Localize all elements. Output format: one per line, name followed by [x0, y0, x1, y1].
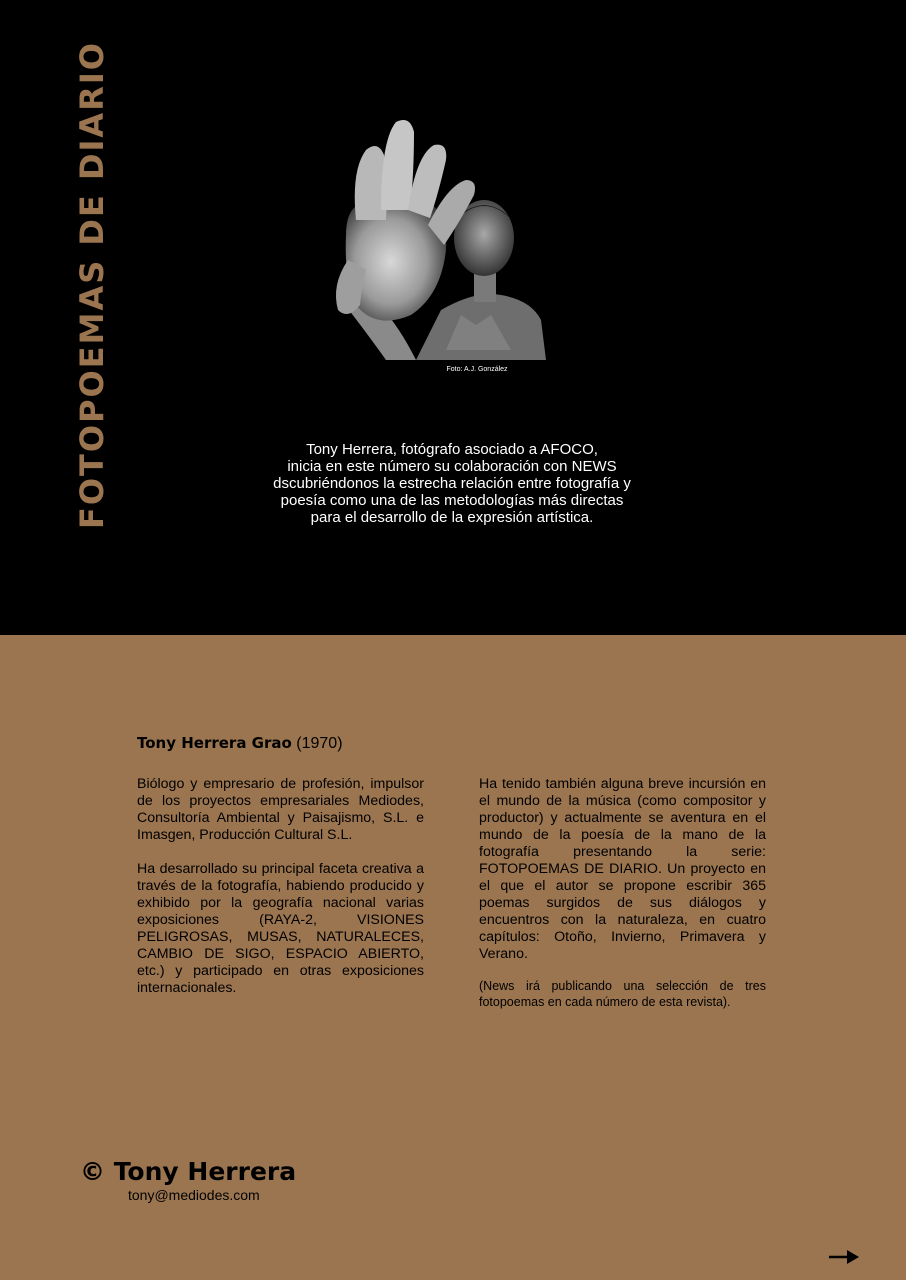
copyright-signature: © Tony Herrera — [80, 1157, 297, 1186]
photo-credit: Foto: A.J. González — [446, 366, 508, 373]
author-email: tony@mediodes.com — [128, 1187, 260, 1203]
intro-line: inicia en este número su colaboración con NEWS — [287, 458, 617, 475]
intro-line: poesía como una de las metodologías más directas — [280, 492, 624, 509]
arrow-right-icon[interactable] — [828, 1248, 860, 1266]
intro-line: para el desarrollo de la expresión artística. — [310, 509, 594, 526]
intro-line: dscubriéndonos la estrecha relación entre fotografía y — [273, 475, 631, 492]
intro-text — [252, 441, 652, 526]
author-year: (1970) — [296, 735, 343, 752]
author-heading — [137, 734, 343, 753]
publication-note: (News irá publicando una selección de tres fotopoemas en cada número de esta revista). — [479, 979, 766, 1009]
bio-paragraph: Ha tenido también alguna breve incursión en el mundo de la música (como compositor y productor) y actualmente se aventura en el mundo de la poesía de la mano de la fotografía presentando la serie: FOTOPOEMAS DE DIARIO. Un proyecto en el que el autor se propone escribir 365 poemas surgidos de sus diálogos y encuentros con la naturaleza, en cuatro capítulos: Otoño, Invierno, Primavera y Verano. — [479, 776, 766, 962]
vertical-title: FOTOPOEMAS DE DIARIO — [73, 41, 111, 529]
portrait-photo — [326, 110, 616, 360]
bio-paragraph: Biólogo y empresario de profesión, impulsor de los proyectos empresariales Mediodes, Consultoría Ambiental y Paisajismo, S.L. e Imasgen, Producción Cultural S.L. — [137, 776, 424, 843]
header-band — [0, 0, 906, 635]
bio-column-right — [479, 776, 766, 1027]
author-name: Tony Herrera Grao — [137, 734, 292, 752]
intro-line: Tony Herrera, fotógrafo asociado a AFOCO, — [306, 441, 598, 458]
bio-column-left — [137, 776, 424, 1014]
bio-paragraph: Ha desarrollado su principal faceta creativa a través de la fotografía, habiendo producido y exhibido por la geografía nacional varias exposiciones (RAYA-2, VISIONES PELIGROSAS, MUSAS, NATURALECES, CAMBIO DE SIGO, ESPACIO ABIERTO, etc.) y participado en otras exposiciones internacionales. — [137, 861, 424, 996]
